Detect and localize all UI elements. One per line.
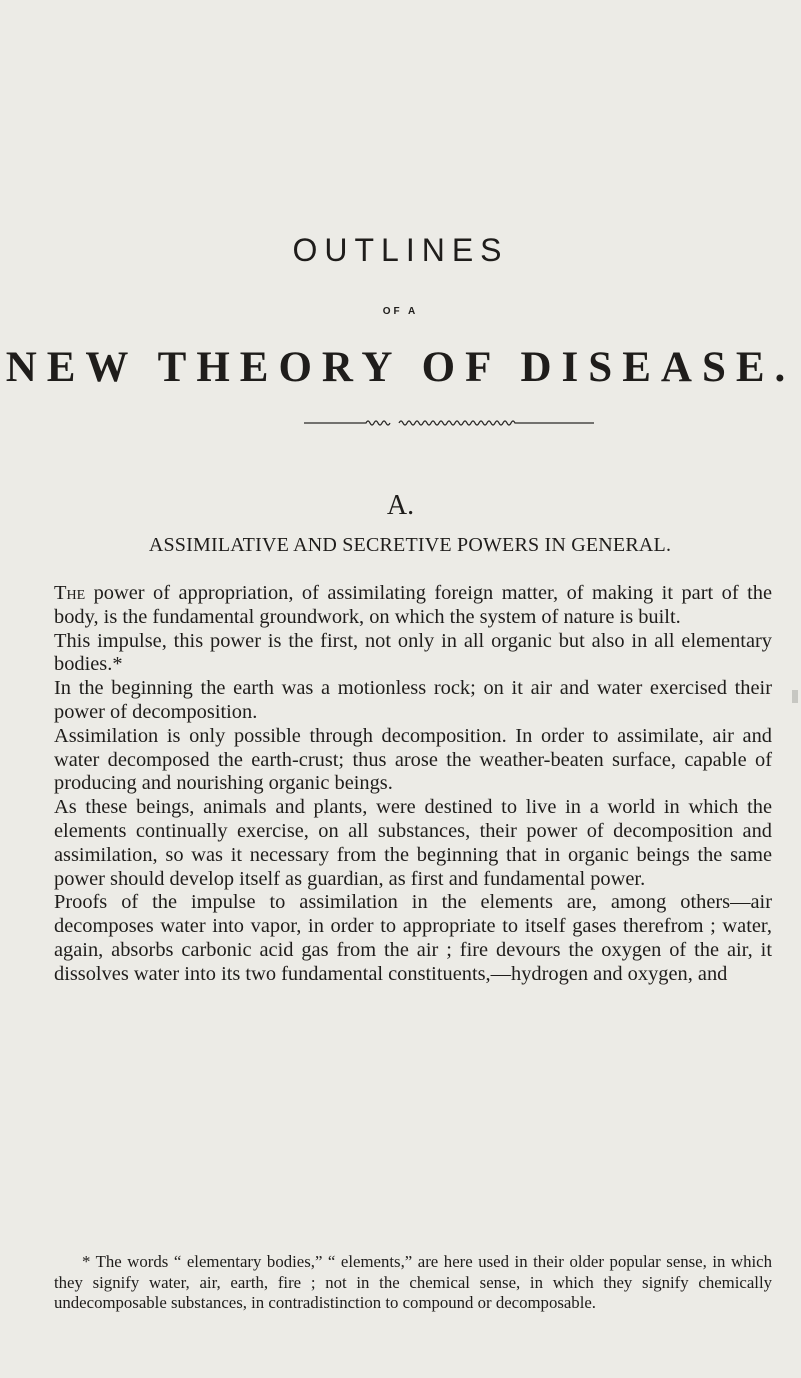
- decorative-rule: [304, 415, 594, 429]
- footnote-text: * The words “ elementary bodies,” “ elements,” are here used in their older popular sense, in which they signify water, air, earth, fire ; not in the chemical sense, in which they signify chemically undecomposable substances, in contradistinction to compound or decomposable.: [54, 1252, 772, 1312]
- paragraph-1-rest: power of appropriation, of assimilating foreign matter, of making it part of the body, is the fundamental groundwork, on which the system of nature is built.: [54, 582, 772, 628]
- paragraph-2: This impulse, this power is the first, not only in all organic but also in all elementary bodies.*: [54, 629, 772, 676]
- body-text: [54, 582, 772, 987]
- paragraph-4: Assimilation is only possible through decomposition. In order to assimilate, air and water decomposed the earth-crust; thus arose the weather-beaten surface, capable of producing and nourishing organic beings.: [54, 724, 772, 795]
- paragraph-6: Proofs of the impulse to assimilation in the elements are, among others—air decomposes water into vapor, in order to appropriate to itself gases therefrom ; water, again, absorbs carbonic acid gas from the air ; fire devours the oxygen of the air, it dissolves water into its two fundamental constituents,—hydrogen and oxygen, and: [54, 891, 772, 985]
- paragraph-3: In the beginning the earth was a motionless rock; on it air and water exercised their power of decomposition.: [54, 677, 772, 723]
- paragraph-1-lead: The: [54, 582, 86, 604]
- section-letter: A.: [386, 490, 415, 521]
- title-of-a: OF A: [382, 306, 419, 317]
- paragraph-1: [54, 582, 772, 630]
- section-heading: ASSIMILATIVE AND SECRETIVE POWERS IN GENERAL.: [148, 534, 672, 556]
- paragraph-5: As these beings, animals and plants, were destined to live in a world in which the elements continually exercise, on all substances, their power of decomposition and assimilation, so was it necessary from the beginning that in organic beings the same power should develop itself as guardian, as first and fundamental power.: [54, 796, 772, 890]
- title-new-theory-of-disease: NEW THEORY OF DISEASE.: [5, 344, 796, 391]
- title-outlines: OUTLINES: [292, 232, 509, 268]
- footnote: [54, 1252, 772, 1314]
- page-edge-mark: [792, 690, 798, 703]
